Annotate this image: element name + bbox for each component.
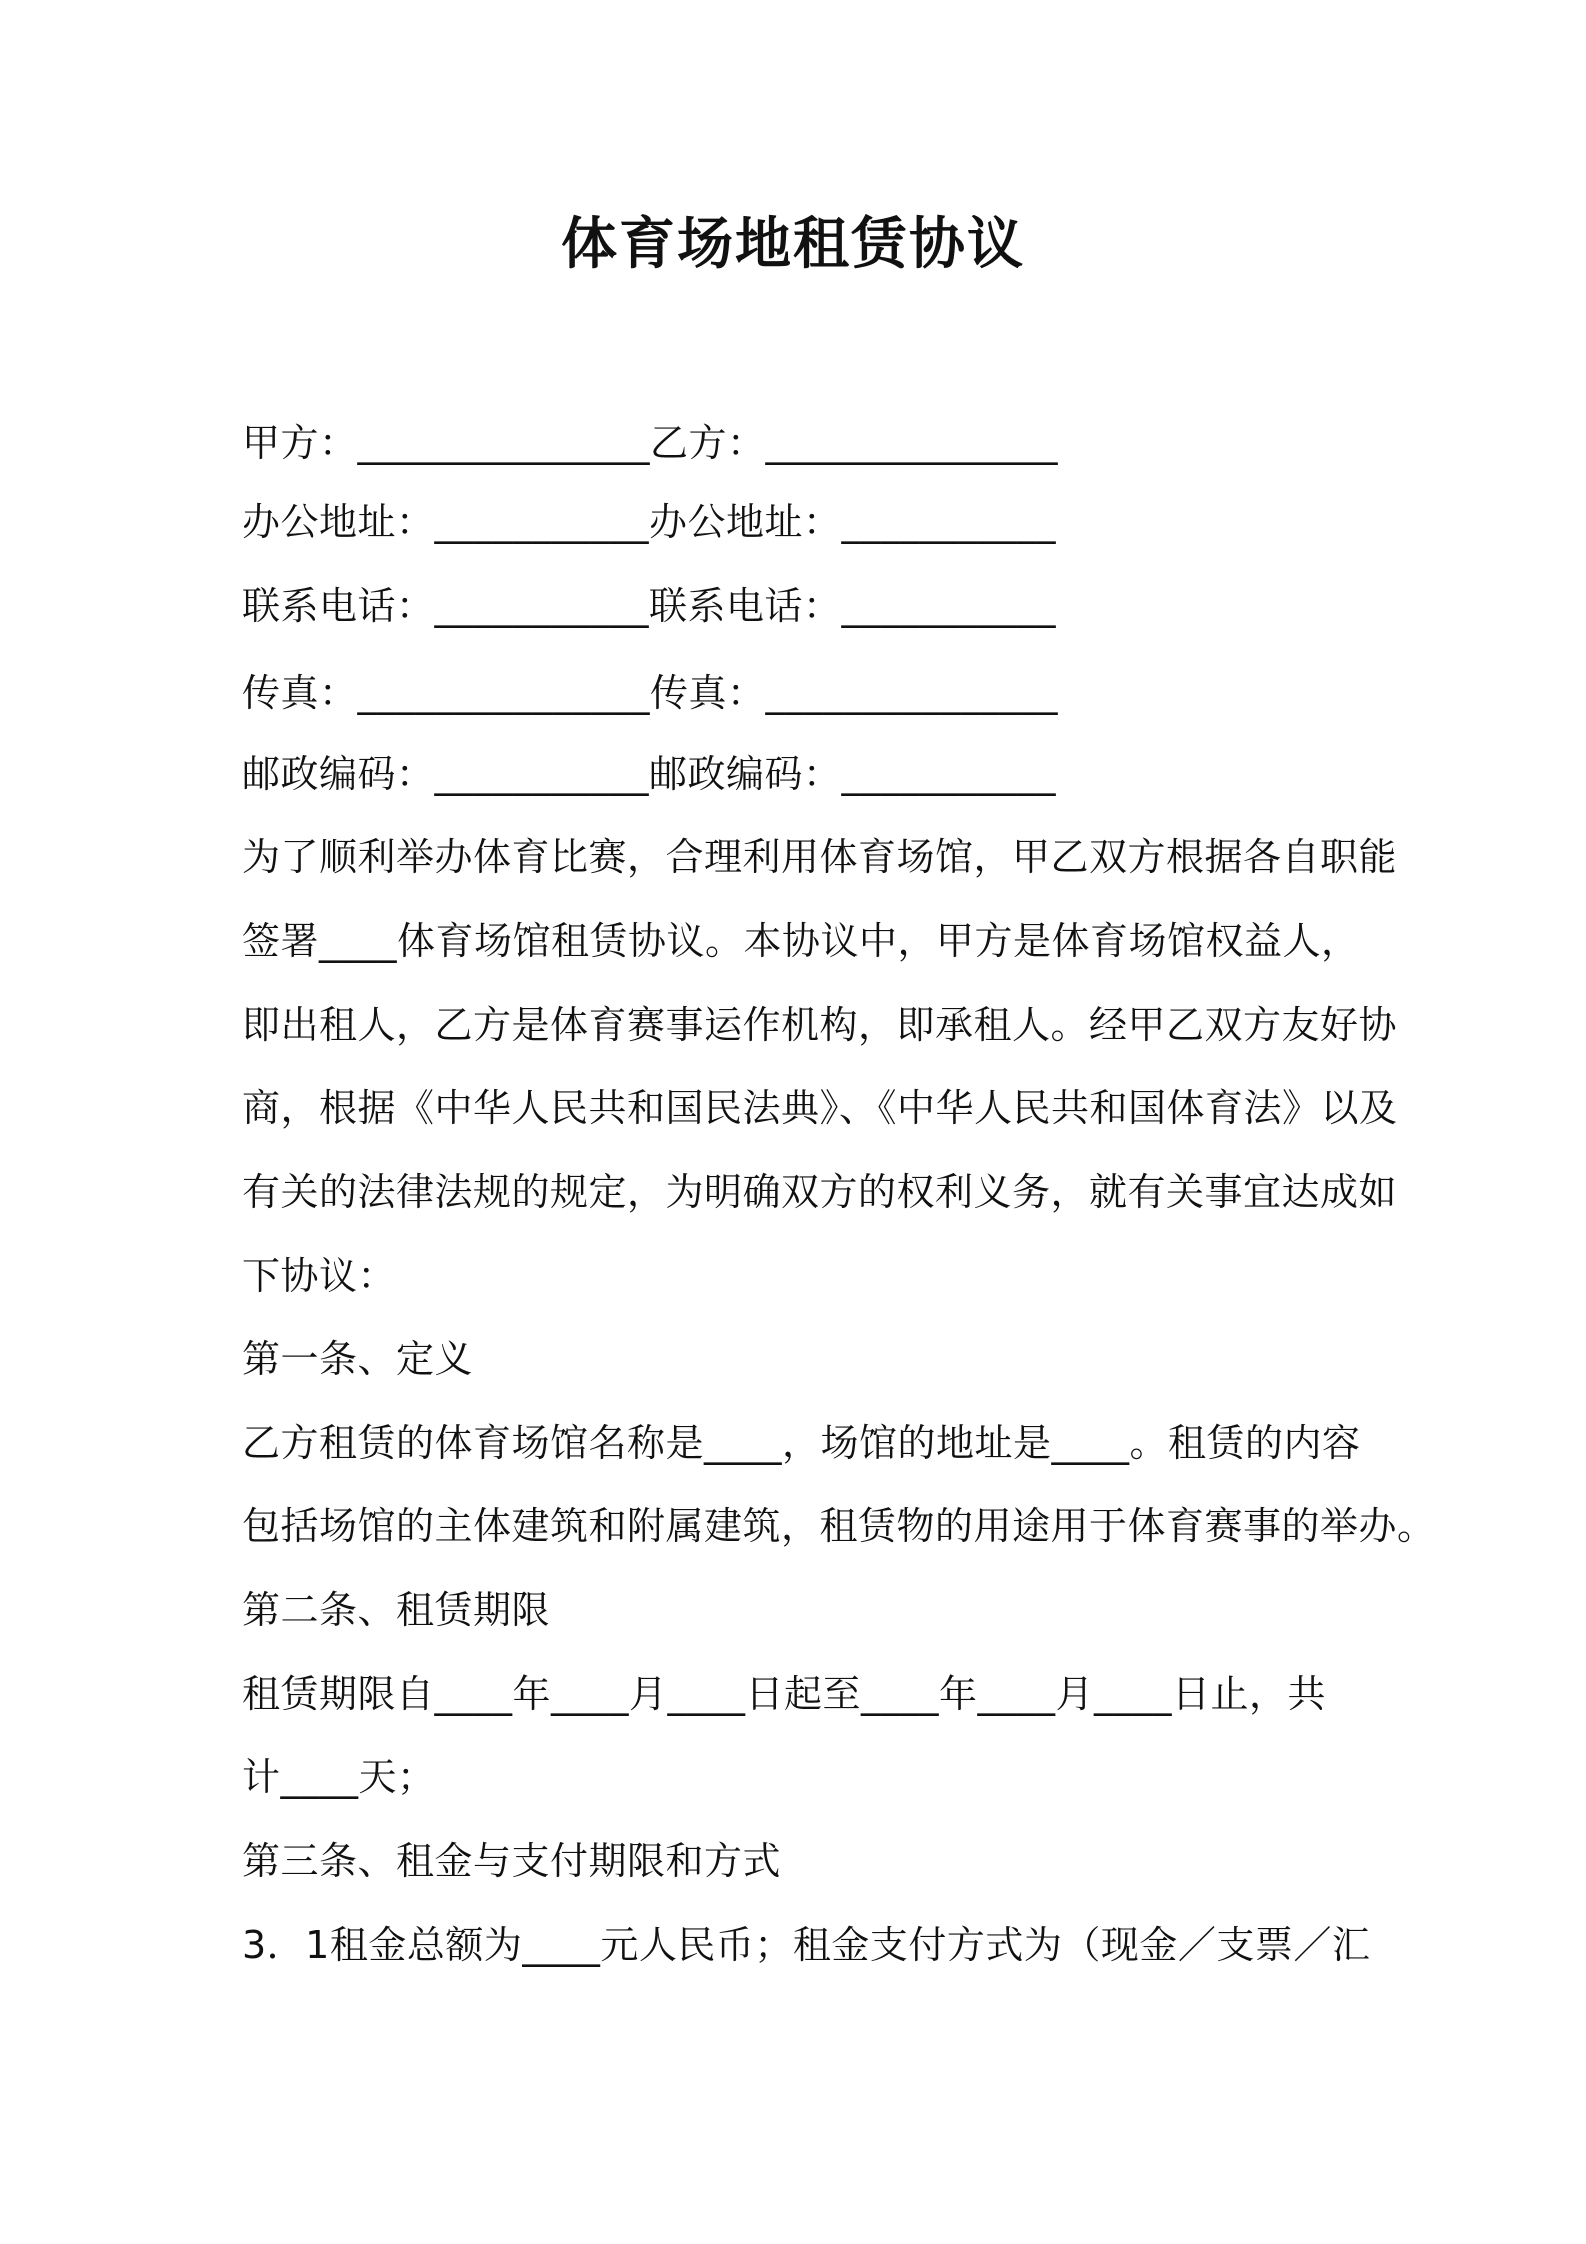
preamble-line: 商，根据《中华人民共和国民法典》、《中华人民共和国体育法》以及 <box>242 1086 1398 1130</box>
article-text-line: 计____天； <box>242 1755 436 1799</box>
fax-line: 传真：_______________传真：_______________ <box>242 671 1059 715</box>
article-text-line: 乙方租赁的体育场馆名称是____，场馆的地址是____。租赁的内容 <box>242 1421 1361 1465</box>
preamble-line: 为了顺利举办体育比赛，合理利用体育场馆，甲乙双方根据各自职能 <box>242 835 1398 879</box>
article-heading: 第二条、租赁期限 <box>242 1588 551 1632</box>
article-text-line: 租赁期限自____年____月____日起至____年____月____日止，共 <box>242 1672 1327 1716</box>
article-text-line: 3．1租金总额为____元人民币；租金支付方式为（现金／支票／汇 <box>242 1923 1371 1967</box>
preamble-line: 即出租人，乙方是体育赛事运作机构，即承租人。经甲乙双方友好协 <box>242 1003 1398 1047</box>
phone-line: 联系电话：___________联系电话：___________ <box>242 584 1057 628</box>
article-text-line: 包括场馆的主体建筑和附属建筑，租赁物的用途用于体育赛事的举办。 <box>242 1504 1436 1548</box>
document-title: 体育场地租赁协议 <box>561 212 1025 277</box>
preamble-line: 签署____体育场馆租赁协议。本协议中，甲方是体育场馆权益人， <box>242 919 1360 963</box>
office-address-line: 办公地址：___________办公地址：___________ <box>242 500 1057 544</box>
party-name-line: 甲方：_______________乙方：_______________ <box>242 421 1059 465</box>
preamble-line: 下协议： <box>242 1254 397 1298</box>
article-heading: 第一条、定义 <box>242 1337 474 1381</box>
postcode-line: 邮政编码：___________邮政编码：___________ <box>242 752 1057 796</box>
preamble-line: 有关的法律法规的规定，为明确双方的权利义务，就有关事宜达成如 <box>242 1170 1398 1214</box>
article-heading: 第三条、租金与支付期限和方式 <box>242 1839 782 1883</box>
